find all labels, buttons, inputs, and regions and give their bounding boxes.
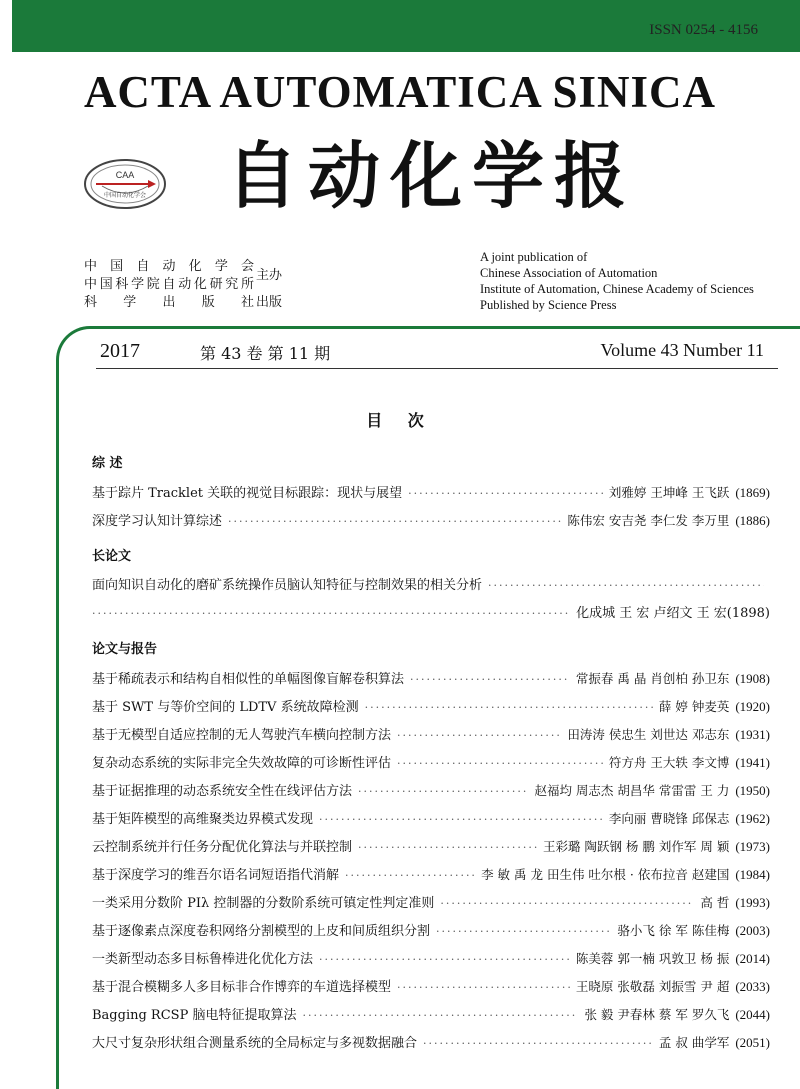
- entry-authors: 李 敏 禹 龙 田生伟 吐尔根 · 依布拉音 赵建国: [481, 867, 730, 882]
- entry-title: 基于深度学习的维吾尔语名词短语指代消解: [92, 868, 340, 883]
- publisher-role-main: 主办: [256, 268, 283, 283]
- entry-page: (1950): [735, 783, 770, 798]
- entry-title: 基于稀疏表示和结构自相似性的单幅图像盲解卷积算法: [92, 672, 405, 687]
- leader-dots: [488, 572, 764, 600]
- entry-authors: 王晓原 张敬磊 刘振雪 尹 超: [575, 979, 730, 994]
- toc-entry[interactable]: [92, 665, 770, 693]
- toc-entry[interactable]: [92, 889, 770, 917]
- journal-title-chinese: 自动化学报: [226, 134, 637, 218]
- section-heading: 长论文: [92, 549, 132, 564]
- entry-title: 一类采用分数阶 PIλ 控制器的分数阶系统可镇定性判定准则: [92, 896, 435, 911]
- leader-dots: [345, 862, 475, 890]
- leader-dots: [408, 480, 603, 508]
- entry-title: 基于证据推理的动态系统安全性在线评估方法: [92, 784, 353, 799]
- entry-title: 基于踪片 Tracklet 关联的视觉目标跟踪：现状与展望: [92, 486, 403, 501]
- toc-entry[interactable]: [92, 1001, 770, 1029]
- leader-dots: [440, 890, 694, 918]
- entry-page: (1886): [735, 513, 770, 528]
- toc-entry[interactable]: [92, 945, 770, 973]
- entry-page: (2014): [735, 951, 770, 966]
- entry-authors: 李向丽 曹晓锋 邱保志: [608, 811, 730, 826]
- toc-entry[interactable]: [92, 507, 770, 535]
- section-heading: 综 述: [92, 456, 123, 471]
- logo-cn-text: 中国自动化学会: [103, 192, 147, 199]
- toc-entry[interactable]: [92, 1029, 770, 1057]
- publisher-org-3: 科学出版社: [84, 295, 254, 310]
- issue-info-row: [100, 340, 770, 366]
- entry-title: 基于 SWT 与等价空间的 LDTV 系统故障检测: [92, 700, 359, 715]
- entry-page: (1984): [735, 867, 770, 882]
- leader-dots: [423, 1030, 653, 1058]
- entry-page: (1869): [735, 485, 770, 500]
- entry-page: (1931): [735, 727, 770, 742]
- entry-title: 基于逐像素点深度卷积网络分割模型的上皮和间质组织分割: [92, 924, 431, 939]
- entry-title: 深度学习认知计算综述: [92, 514, 223, 529]
- entry-page: (1941): [735, 755, 770, 770]
- entry-page: (2033): [735, 979, 770, 994]
- publishers-en-line-1: A joint publication of: [480, 250, 588, 264]
- issue-volume-english: Volume 43 Number 11: [600, 340, 764, 360]
- toc-entry[interactable]: [92, 479, 770, 507]
- section-heading: 论文与报告: [92, 642, 158, 657]
- journal-title-english: ACTA AUTOMATICA SINICA: [83, 67, 717, 117]
- toc-entry[interactable]: [92, 973, 770, 1001]
- issn-number: ISSN 0254 - 4156: [649, 22, 758, 38]
- publishers-en-line-4: Published by Science Press: [480, 298, 617, 312]
- entry-title: 一类新型动态多目标鲁棒进化优化方法: [92, 952, 314, 967]
- entry-page: (1908): [735, 671, 770, 686]
- logo-caa-text: CAA: [115, 170, 135, 180]
- entry-title: 复杂动态系统的实际非完全失效故障的可诊断性评估: [92, 756, 392, 771]
- leader-dots: [92, 600, 570, 628]
- leader-dots: [228, 508, 561, 536]
- issue-divider: [96, 368, 778, 369]
- contents-heading: 目 次: [366, 411, 434, 430]
- entry-authors: 田涛涛 侯忠生 刘世达 邓志东: [567, 727, 730, 742]
- toc-entry[interactable]: [92, 917, 770, 945]
- leader-dots: [365, 694, 653, 722]
- toc-entry[interactable]: [92, 721, 770, 749]
- entry-page: (1973): [735, 839, 770, 854]
- entry-authors: 常振春 禹 晶 肖创柏 孙卫东: [575, 671, 730, 686]
- publisher-org-1: 中国自动化学会: [84, 259, 254, 274]
- leader-dots: [319, 946, 570, 974]
- entry-authors: 高 哲: [700, 895, 730, 910]
- leader-dots: [410, 666, 570, 694]
- publisher-org-2: 中国科学院自动化研究所: [84, 277, 254, 292]
- issue-volume-chinese: 第 43 卷 第 11 期: [200, 344, 331, 363]
- entry-authors: 骆小飞 徐 军 陈佳梅: [617, 923, 730, 938]
- leader-dots: [358, 778, 528, 806]
- leader-dots: [397, 750, 603, 778]
- entry-title: 云控制系统并行任务分配优化算法与并联控制: [92, 840, 353, 855]
- entry-authors: 孟 叔 曲学军: [658, 1035, 730, 1050]
- leader-dots: [319, 806, 603, 834]
- publishers-en-line-2: Chinese Association of Automation: [480, 266, 658, 280]
- entry-page: (1920): [735, 699, 770, 714]
- leader-dots: [302, 1002, 578, 1030]
- entry-title: 面向知识自动化的磨矿系统操作员脑认知特征与控制效果的相关分析: [92, 578, 483, 593]
- issue-year: 2017: [100, 340, 140, 362]
- toc-entry[interactable]: [92, 777, 770, 805]
- entry-title: 基于无模型自适应控制的无人驾驶汽车横向控制方法: [92, 728, 392, 743]
- caa-logo: [82, 156, 168, 212]
- entry-page: (2044): [735, 1007, 770, 1022]
- toc-entry[interactable]: [92, 805, 770, 833]
- toc-entry[interactable]: [92, 572, 770, 600]
- publishers-chinese: [84, 258, 282, 312]
- publishers-en-line-3: Institute of Automation, Chinese Academy of Sciences: [480, 282, 754, 296]
- entry-authors: 化成城 王 宏 卢绍文 王 宏: [576, 606, 727, 621]
- entry-authors: 王彩璐 陶跃钢 杨 鹏 刘作军 周 颖: [542, 839, 730, 854]
- leader-dots: [358, 834, 537, 862]
- entry-authors: 薛 婷 钟麦英: [658, 699, 730, 714]
- entry-authors: 陈美蓉 郭一楠 巩敦卫 杨 振: [575, 951, 730, 966]
- toc-entry-continuation[interactable]: [92, 600, 770, 628]
- table-of-contents: [92, 448, 770, 1057]
- leader-dots: [436, 918, 611, 946]
- toc-entry[interactable]: [92, 749, 770, 777]
- entry-authors: 符方舟 王大轶 李文博: [608, 755, 730, 770]
- leader-dots: [397, 722, 561, 750]
- entry-page: (1962): [735, 811, 770, 826]
- entry-title: Bagging RCSP 脑电特征提取算法: [92, 1008, 297, 1023]
- toc-entry[interactable]: [92, 693, 770, 721]
- entry-title: 基于混合模糊多人多目标非合作博弈的车道选择模型: [92, 980, 392, 995]
- entry-page: (2003): [735, 923, 770, 938]
- entry-authors: 张 毅 尹春林 蔡 军 罗久飞: [584, 1007, 730, 1022]
- leader-dots: [397, 974, 570, 1002]
- publishers-english: [480, 249, 754, 313]
- toc-entry[interactable]: [92, 833, 770, 861]
- entry-title: 大尺寸复杂形状组合测量系统的全局标定与多视数据融合: [92, 1036, 418, 1051]
- toc-entry[interactable]: [92, 861, 770, 889]
- entry-page: (1898): [726, 606, 770, 621]
- entry-authors: 刘雅婷 王坤峰 王飞跃: [608, 485, 730, 500]
- entry-page: (1993): [735, 895, 770, 910]
- entry-authors: 赵福均 周志杰 胡昌华 常雷雷 王 力: [534, 783, 730, 798]
- entry-authors: 陈伟宏 安吉尧 李仁发 李万里: [567, 513, 730, 528]
- entry-title: 基于矩阵模型的高维聚类边界模式发现: [92, 812, 314, 827]
- entry-page: (2051): [735, 1035, 770, 1050]
- publisher-role-print: 出版: [256, 295, 283, 310]
